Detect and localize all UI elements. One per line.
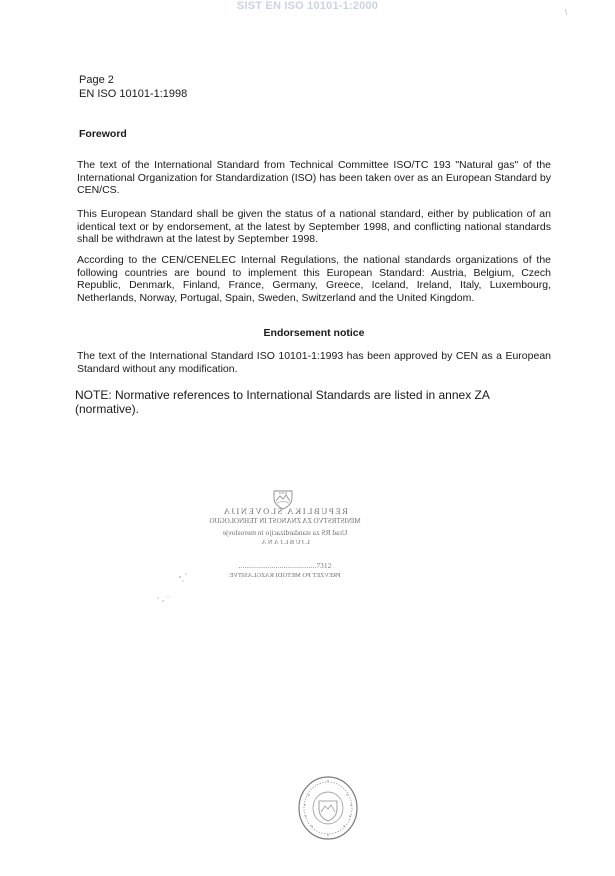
foreword-paragraph-1: The text of the International Standard from Technical Committee ISO/TC 193 "Natural gas" of the International Organization for Standardization (ISO) has been taken over as an European Standard by CEN/CS. [77, 159, 551, 196]
page-number: Page 2 [79, 74, 114, 86]
stamp-line-2: MINISTRSTVO ZA ZNANOST IN TEHNOLOGIJO [209, 517, 361, 525]
foreword-heading: Foreword [79, 128, 127, 140]
stamp-line-6: PREVZET PO METODI RAZGLASITVE [229, 572, 341, 579]
endorsement-text: The text of the International Standard ISO 10101-1:1993 has been approved by CEN as a European Standard without any modification. [77, 350, 551, 375]
stamp-reference-line: ........................................7312 [238, 562, 332, 570]
stamp-line-4: LJUBLJANA [260, 539, 310, 546]
corner-mark: \ [565, 8, 568, 17]
foreword-paragraph-2: This European Standard shall be given the status of a national standard, either by publication of an identical text or by endorsement, at the latest by September 1998, and conflicting national standards shall be withdrawn at the latest by September 1998. [77, 208, 551, 245]
circular-seal [297, 775, 359, 841]
endorsement-heading: Endorsement notice [263, 327, 365, 339]
normative-note: NOTE: Normative references to International Standards are listed in annex ZA (normative). [75, 388, 490, 416]
stamp-line-1: REPUBLIKA SLOVENIJA [222, 506, 348, 516]
foreword-paragraph-3: According to the CEN/CENELEC Internal Regulations, the national standards organizations of the following countries are bound to implement this European Standard: Austria, Belgium, Czech Republic, Denmark, Finland, France, Germany, Greece, Iceland, Ireland, Italy, Luxembourg, Netherlands, Norway, Portugal, Spain, Sweden, Switzerland and the United Kingdom. [77, 254, 551, 304]
stamp-line-3: Urad RS za standardizacijo in meroslovje [222, 528, 348, 537]
standard-number: EN ISO 10101-1:1998 [79, 88, 188, 100]
watermark: SIST EN ISO 10101-1:2000 [236, 0, 379, 12]
